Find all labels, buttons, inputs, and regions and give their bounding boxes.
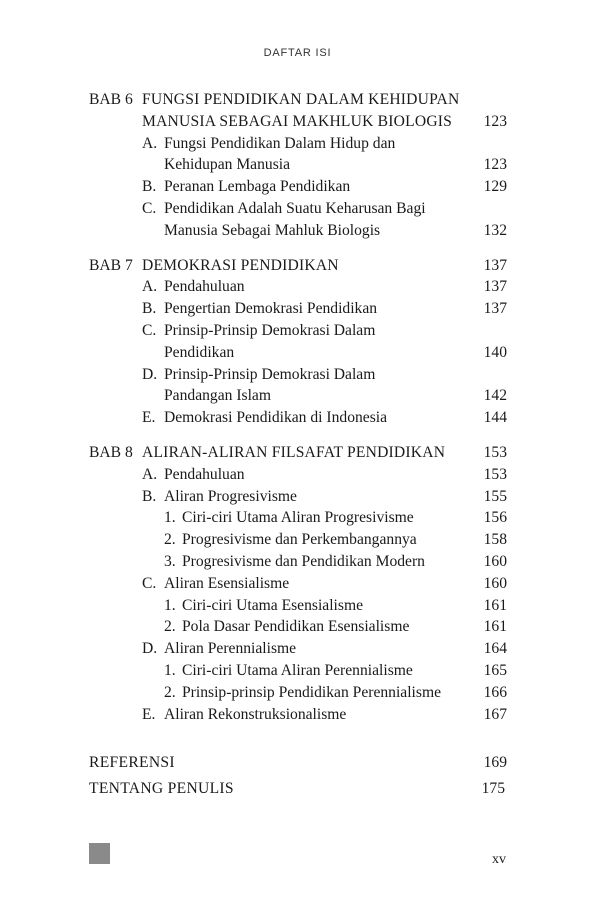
chapter-bab-8: [89, 442, 509, 725]
toc-section: [89, 176, 509, 198]
chapter-title: FUNGSI PENDIDIKAN DALAM KEHIDUPAN: [142, 91, 460, 108]
subsection-title: Ciri-ciri Utama Aliran Perennialisme: [182, 661, 413, 679]
page-number: 140: [483, 343, 507, 361]
section-title: Pendahuluan: [164, 278, 245, 296]
section-title-cont: Manusia Sebagai Mahluk Biologis: [164, 221, 381, 239]
subsection-number: 2.: [164, 618, 176, 636]
page-number: 166: [483, 683, 507, 701]
toc-section: [89, 320, 509, 342]
section-letter: C.: [142, 321, 157, 339]
page-number: 137: [483, 256, 507, 274]
chapter-bab-6: [89, 89, 509, 242]
section-title: Pendahuluan: [164, 465, 245, 483]
chapter-label: BAB 8: [89, 443, 133, 461]
toc-subsection: [89, 507, 509, 529]
section-title: Pengertian Demokrasi Pendidikan: [164, 300, 378, 318]
section-title-cont: Pendidikan: [164, 343, 235, 361]
page-number: 160: [483, 552, 507, 570]
page-number: 167: [483, 705, 507, 723]
section-letter: A.: [142, 134, 158, 152]
toc-subsection: [89, 660, 509, 682]
section-letter: A.: [142, 278, 158, 296]
chapter-label: BAB 6: [89, 91, 133, 108]
chapter-heading: [89, 255, 509, 277]
section-letter: B.: [142, 300, 157, 318]
subsection-title: Ciri-ciri Utama Aliran Progresivisme: [182, 509, 414, 527]
toc-subsection: [89, 595, 509, 617]
section-letter: B.: [142, 178, 157, 196]
chapter-heading: [89, 89, 509, 111]
subsection-title: Prinsip-prinsip Pendidikan Perennialisme: [182, 683, 442, 701]
section-letter: A.: [142, 465, 158, 483]
toc-section: [89, 573, 509, 595]
section-title: Aliran Rekonstruksionalisme: [164, 705, 347, 723]
subsection-title: Pola Dasar Pendidikan Esensialisme: [182, 618, 410, 636]
section-letter: D.: [142, 640, 158, 658]
page-number: 129: [483, 178, 507, 196]
subsection-number: 2.: [164, 531, 176, 549]
page-number: 161: [483, 596, 507, 614]
page-number: 160: [483, 574, 507, 592]
page-number: 161: [483, 618, 507, 636]
page-number: 123: [483, 156, 507, 174]
chapter-heading: [89, 442, 509, 464]
toc-subsection: [89, 551, 509, 573]
toc-subsection: [89, 616, 509, 638]
toc-section: [89, 704, 509, 726]
page-number: 137: [483, 300, 507, 318]
section-letter: B.: [142, 487, 157, 505]
toc-section: [89, 364, 509, 386]
toc-section-cont: [89, 342, 509, 364]
page-number: 164: [483, 640, 507, 658]
subsection-number: 1.: [164, 596, 176, 614]
toc-section-cont: [89, 154, 509, 176]
page-number: 144: [483, 409, 507, 427]
section-letter: E.: [142, 409, 156, 427]
toc-section: [89, 464, 509, 486]
toc-section: [89, 198, 509, 220]
subsection-title: Progresivisme dan Pendidikan Modern: [182, 552, 425, 570]
toc-subsection: [89, 529, 509, 551]
page-number: 169: [483, 754, 507, 772]
section-letter: E.: [142, 705, 156, 723]
page-number: 153: [483, 465, 507, 483]
section-title: Prinsip-Prinsip Demokrasi Dalam: [164, 321, 376, 339]
page-number: 153: [483, 443, 507, 461]
table-of-contents: [89, 89, 509, 804]
toc-section: [89, 638, 509, 660]
section-title: Peranan Lembaga Pendidikan: [164, 178, 351, 196]
page-number: 137: [483, 278, 507, 296]
chapter-heading-cont: [89, 111, 509, 133]
toc-section: [89, 298, 509, 320]
section-title: Pendidikan Adalah Suatu Keharusan Bagi: [164, 199, 426, 217]
chapter-title: DEMOKRASI PENDIDIKAN: [142, 256, 339, 274]
page-number: 158: [483, 531, 507, 549]
page-number: 156: [483, 509, 507, 527]
section-title: Fungsi Pendidikan Dalam Hidup dan: [164, 134, 396, 152]
chapter-label: BAB 7: [89, 256, 133, 274]
subsection-title: Progresivisme dan Perkembangannya: [182, 531, 417, 549]
toc-section: [89, 407, 509, 429]
subsection-number: 3.: [164, 552, 176, 570]
toc-subsection: [89, 682, 509, 704]
section-title: Prinsip-Prinsip Demokrasi Dalam: [164, 365, 376, 383]
page-number: 175: [481, 780, 505, 798]
chapter-title: ALIRAN-ALIRAN FILSAFAT PENDIDIKAN: [142, 443, 446, 461]
section-letter: C.: [142, 199, 157, 217]
chapter-bab-7: [89, 255, 509, 429]
subsection-number: 2.: [164, 683, 176, 701]
section-title-cont: Kehidupan Manusia: [164, 156, 291, 174]
toc-section-cont: [89, 220, 509, 242]
end-matter-referensi: [89, 752, 509, 778]
subsection-number: 1.: [164, 661, 176, 679]
section-title: Aliran Esensialisme: [164, 574, 290, 592]
section-title: Demokrasi Pendidikan di Indonesia: [164, 409, 388, 427]
toc-section: [89, 276, 509, 298]
toc-section: [89, 133, 509, 155]
section-letter: D.: [142, 365, 158, 383]
section-title: Aliran Progresivisme: [164, 487, 297, 505]
running-head: DAFTAR ISI: [263, 47, 332, 59]
chapter-title-cont: MANUSIA SEBAGAI MAKHLUK BIOLOGIS: [142, 112, 453, 130]
page-number: 155: [483, 487, 507, 505]
subsection-number: 1.: [164, 509, 176, 527]
end-matter-label: TENTANG PENULIS: [89, 780, 234, 798]
page-number: 132: [483, 221, 507, 239]
section-title: Aliran Perennialisme: [164, 640, 297, 658]
page-number: 142: [483, 387, 507, 405]
section-title-cont: Pandangan Islam: [164, 387, 271, 405]
page-folio: xv: [492, 852, 506, 867]
end-matter-tentang-penulis: [89, 778, 509, 804]
page-number: 123: [483, 112, 507, 130]
page-number: 165: [483, 661, 507, 679]
subsection-title: Ciri-ciri Utama Esensialisme: [182, 596, 364, 614]
section-letter: C.: [142, 574, 157, 592]
toc-section-cont: [89, 385, 509, 407]
ornament-mark: [89, 843, 110, 864]
end-matter-label: REFERENSI: [89, 754, 175, 772]
toc-section: [89, 486, 509, 508]
